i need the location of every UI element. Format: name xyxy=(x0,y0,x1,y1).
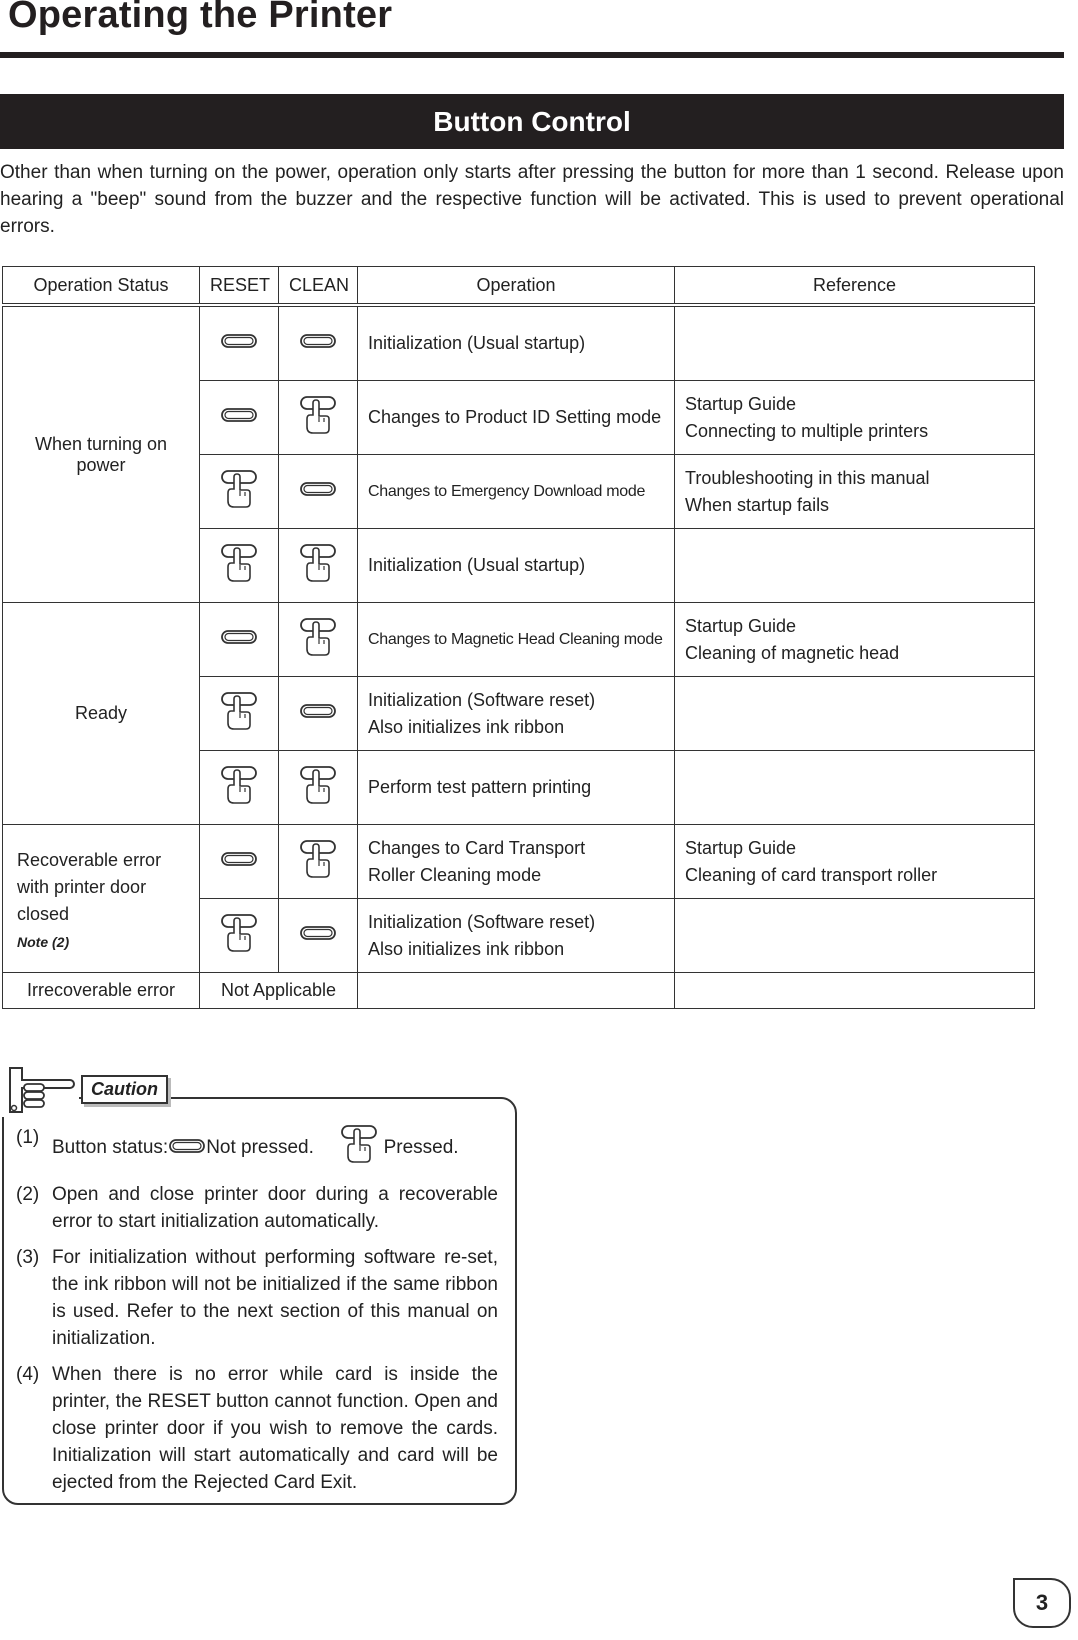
clean-state-cell xyxy=(279,603,358,677)
title-rule xyxy=(0,52,1064,58)
reference-line: When startup fails xyxy=(685,494,830,515)
pointing-hand-icon xyxy=(0,1062,80,1123)
reference-cell xyxy=(675,973,1035,1009)
pressed-button-icon xyxy=(220,913,258,958)
operation-cell xyxy=(358,305,675,381)
reference-line: Cleaning of magnetic head xyxy=(685,642,900,663)
status-cell: Irrecoverable error xyxy=(3,973,200,1009)
not-applicable-cell: Not Applicable xyxy=(200,973,358,1009)
operation-cell xyxy=(358,677,675,751)
clean-state-cell xyxy=(279,899,358,973)
pressed-button-icon xyxy=(220,691,258,736)
not-pressed-button-icon xyxy=(299,481,337,502)
button-control-table xyxy=(2,266,1035,1009)
operation-cell xyxy=(358,603,675,677)
col-header-clean: CLEAN xyxy=(279,267,358,306)
operation-line: Changes to Card Transport xyxy=(368,837,586,858)
clean-state-cell xyxy=(279,751,358,825)
pressed-button-icon xyxy=(220,765,258,810)
status-cell xyxy=(3,825,200,973)
operation-line: Also initializes ink ribbon xyxy=(368,938,565,959)
operation-cell xyxy=(358,529,675,603)
col-header-operation: Operation xyxy=(358,267,675,306)
caution-list xyxy=(16,1124,498,1505)
operation-line: Changes to Magnetic Head Cleaning mode xyxy=(368,631,663,648)
caution-item-text: For initialization without performing software re-set, the ink ribbon will not be initialized if the same ribbon is used. Refer to the next section of this manual on initialization. xyxy=(52,1247,498,1349)
pressed-button-icon xyxy=(340,1124,378,1172)
caution-label: Caution xyxy=(81,1075,168,1104)
reset-state-cell xyxy=(200,899,279,973)
pressed-button-icon xyxy=(220,543,258,588)
operation-cell xyxy=(358,825,675,899)
table-row xyxy=(3,973,1035,1009)
caution-item-text: Open and close printer door during a recoverable error to start initialization automatically. xyxy=(52,1184,498,1232)
pressed-button-icon xyxy=(220,469,258,514)
reference-line: Startup Guide xyxy=(685,837,797,858)
operation-line: Initialization (Usual startup) xyxy=(368,555,586,575)
not-pressed-text: Not pressed. xyxy=(206,1137,314,1159)
reference-line: Startup Guide xyxy=(685,393,797,414)
reference-cell xyxy=(675,899,1035,973)
caution-item-number: (2) xyxy=(16,1184,40,1205)
note-reference: Note (2) xyxy=(17,934,70,950)
clean-state-cell xyxy=(279,381,358,455)
status-cell: Ready xyxy=(3,603,200,825)
table-row xyxy=(3,305,1035,381)
reference-cell xyxy=(675,455,1035,529)
intro-text: Other than when turning on the power, operation only starts after pressing the button for more than 1 second. Release upon hearing a "beep" sound from the buzzer and the respective function will be activated. This is used to prevent operational errors. xyxy=(0,162,1064,237)
reference-cell xyxy=(675,751,1035,825)
clean-state-cell xyxy=(279,529,358,603)
operation-cell xyxy=(358,751,675,825)
caution-item xyxy=(16,1124,498,1172)
reset-state-cell xyxy=(200,305,279,381)
not-pressed-button-icon xyxy=(220,629,258,650)
not-pressed-button-icon xyxy=(220,851,258,872)
reset-state-cell xyxy=(200,455,279,529)
operation-cell xyxy=(358,973,675,1009)
reference-cell xyxy=(675,529,1035,603)
pressed-button-icon xyxy=(299,543,337,588)
caution-item-text: When there is no error while card is inside the printer, the RESET button cannot function. Open and close printer door if you wish to remove the cards. Initialization will start automatically and card will be ejected from the Rejected Card Exit. xyxy=(52,1364,498,1493)
reference-cell xyxy=(675,825,1035,899)
reset-state-cell xyxy=(200,825,279,899)
not-pressed-button-icon xyxy=(168,1135,206,1162)
col-header-reference: Reference xyxy=(675,267,1035,306)
not-pressed-button-icon xyxy=(220,333,258,354)
reset-state-cell xyxy=(200,529,279,603)
clean-state-cell xyxy=(279,677,358,751)
operation-line: Perform test pattern printing xyxy=(368,777,592,797)
col-header-reset: RESET xyxy=(200,267,279,306)
caution-item xyxy=(16,1244,498,1352)
pressed-button-icon xyxy=(299,765,337,810)
reference-cell xyxy=(675,677,1035,751)
caution-item-number: (3) xyxy=(16,1247,40,1268)
reference-cell xyxy=(675,603,1035,677)
clean-state-cell xyxy=(279,305,358,381)
status-line: with printer door closed xyxy=(17,877,147,924)
not-pressed-button-icon xyxy=(299,703,337,724)
reference-cell xyxy=(675,381,1035,455)
caution-item-number: (4) xyxy=(16,1364,40,1385)
reference-cell xyxy=(675,305,1035,381)
caution-item-text xyxy=(52,1124,498,1172)
intro-paragraph xyxy=(0,159,1064,240)
reference-line: Troubleshooting in this manual xyxy=(685,467,930,488)
reference-line: Connecting to multiple printers xyxy=(685,420,929,441)
operation-cell xyxy=(358,899,675,973)
reference-line: Startup Guide xyxy=(685,615,797,636)
button-status-prefix: Button status: xyxy=(52,1137,169,1159)
page-title: Operating the Printer xyxy=(8,0,393,36)
pressed-button-icon xyxy=(299,839,337,884)
pressed-button-icon xyxy=(299,395,337,440)
caution-item xyxy=(16,1361,498,1496)
section-title: Button Control xyxy=(433,105,631,137)
reset-state-cell xyxy=(200,677,279,751)
operation-line: Also initializes ink ribbon xyxy=(368,716,565,737)
table-row xyxy=(3,603,1035,677)
caution-item xyxy=(16,1181,498,1235)
operation-line: Changes to Product ID Setting mode xyxy=(368,407,662,427)
operation-cell xyxy=(358,455,675,529)
pressed-button-icon xyxy=(299,617,337,662)
not-pressed-button-icon xyxy=(299,925,337,946)
table-row xyxy=(3,825,1035,899)
operation-cell xyxy=(358,381,675,455)
operation-line: Roller Cleaning mode xyxy=(368,864,542,885)
section-header xyxy=(0,94,1064,149)
clean-state-cell xyxy=(279,825,358,899)
operation-line: Initialization (Usual startup) xyxy=(368,333,586,353)
status-cell: When turning on power xyxy=(3,305,200,603)
table-header-row xyxy=(3,267,1035,306)
caution-item-number: (1) xyxy=(16,1127,40,1148)
not-pressed-button-icon xyxy=(299,333,337,354)
reset-state-cell xyxy=(200,751,279,825)
operation-line: Changes to Emergency Download mode xyxy=(368,483,646,500)
operation-line: Initialization (Software reset) xyxy=(368,689,596,710)
pressed-text: Pressed. xyxy=(383,1137,459,1159)
col-header-status: Operation Status xyxy=(3,267,200,306)
clean-state-cell xyxy=(279,455,358,529)
not-pressed-button-icon xyxy=(220,407,258,428)
reference-line: Cleaning of card transport roller xyxy=(685,864,938,885)
status-line: Recoverable error xyxy=(17,850,162,870)
page-number: 3 xyxy=(1013,1578,1071,1628)
reset-state-cell xyxy=(200,603,279,677)
reset-state-cell xyxy=(200,381,279,455)
operation-line: Initialization (Software reset) xyxy=(368,911,596,932)
